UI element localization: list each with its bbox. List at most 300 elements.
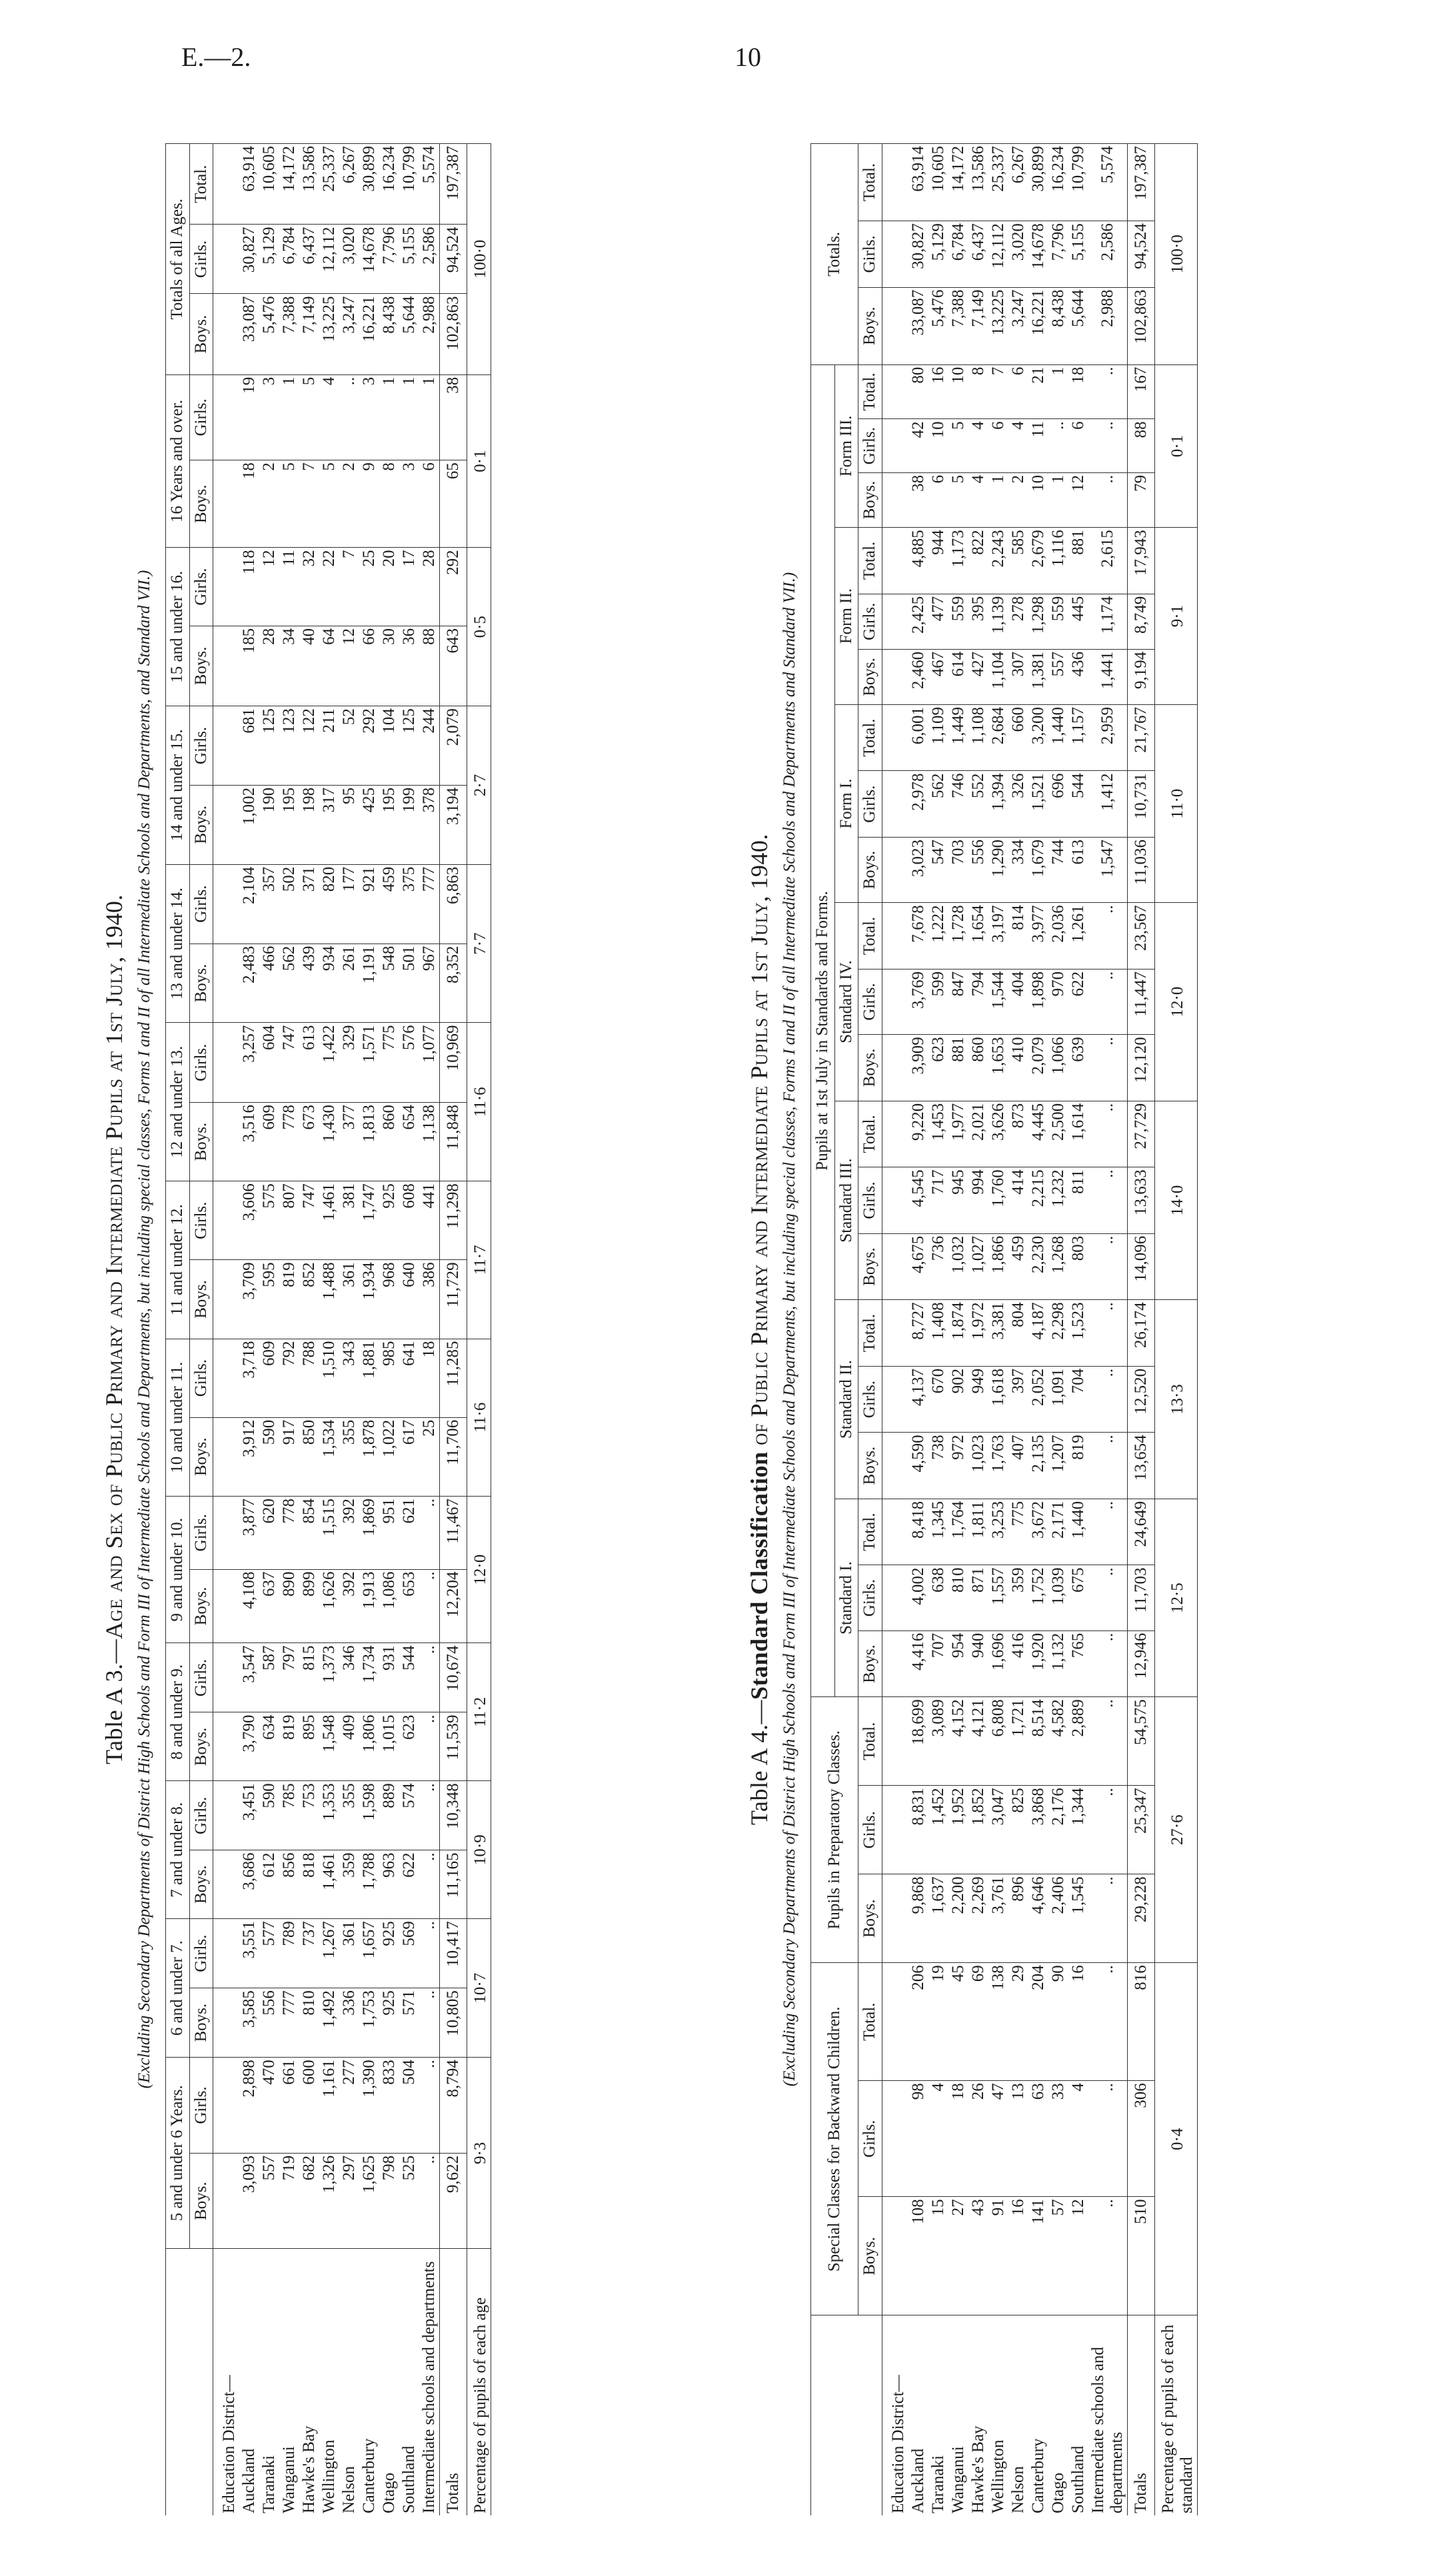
total-cell: 11,298 (440, 1181, 467, 1260)
table-cell: 2,135 (1028, 1433, 1048, 1499)
table-cell: 703 (948, 838, 968, 903)
total-cell: 13,633 (1128, 1167, 1155, 1234)
a3-header-row-sex (189, 144, 213, 2516)
table-cell: 10,799 (1068, 144, 1088, 221)
table-cell: 18 (239, 460, 259, 548)
a3-age-group-header: 10 and under 11. (165, 1339, 189, 1496)
table-cell: .. (1088, 1963, 1128, 2081)
table-cell: 64 (319, 626, 339, 706)
table-cell: 125 (399, 706, 419, 786)
a4-group-header: Form I. (834, 704, 858, 902)
table-cell: 3,047 (988, 1786, 1008, 1874)
a3-boys-header: Boys. (189, 1850, 213, 1919)
table-cell: 820 (319, 864, 339, 944)
table-cell: 3,626 (988, 1101, 1008, 1167)
a3-age-group-header: 7 and under 8. (165, 1781, 189, 1919)
table-cell: 1,521 (1028, 771, 1048, 838)
table-cell: 8,727 (908, 1300, 928, 1367)
table-cell: 1,091 (1048, 1366, 1068, 1433)
total-cell: 6,863 (440, 864, 467, 944)
table-cell: 1,811 (968, 1499, 988, 1565)
table-cell: .. (1088, 1565, 1128, 1630)
table-cell: 26 (968, 2081, 988, 2197)
table-cell: 654 (399, 1103, 419, 1181)
table-cell: 14,172 (279, 144, 299, 225)
a4-empty-cell (882, 1499, 909, 1565)
table-cell: 11 (1028, 419, 1048, 472)
table-cell: 8,438 (1048, 287, 1068, 364)
table-cell: 141 (1028, 2197, 1048, 2315)
table-cell: 5,644 (1068, 287, 1088, 364)
table-cell: 623 (928, 1035, 948, 1101)
a3-empty-cell (213, 1988, 240, 2058)
table-cell: 847 (948, 969, 968, 1034)
table-cell: 881 (1068, 528, 1088, 594)
table-cell: 951 (379, 1496, 399, 1569)
district-name: Otago (1048, 2315, 1068, 2515)
table-cell: 4 (928, 2081, 948, 2197)
table-cell: 1,614 (1068, 1101, 1088, 1167)
table-cell: 1 (379, 374, 399, 460)
table-cell: 609 (259, 1103, 279, 1181)
table-cell: .. (1088, 1874, 1128, 1963)
table-cell: 66 (359, 626, 379, 706)
table-cell: 1,268 (1048, 1233, 1068, 1300)
a4-empty-cell (882, 771, 909, 838)
table-cell: 355 (339, 1781, 359, 1850)
a3-empty-cell (213, 460, 240, 548)
table-cell: 359 (1008, 1565, 1028, 1630)
table-cell: 1,430 (319, 1103, 339, 1181)
table-cell: 2,052 (1028, 1366, 1048, 1433)
table-cell: 6 (928, 472, 948, 527)
percentage-cell: 10·9 (467, 1781, 491, 1919)
table-cell: 3,909 (908, 1035, 928, 1101)
table-cell: 7,678 (908, 903, 928, 969)
table-cell: 33 (1048, 2081, 1068, 2197)
table-cell: 1,534 (319, 1417, 339, 1496)
table-cell: 16 (1008, 2197, 1028, 2315)
table-cell: 1,066 (1048, 1035, 1068, 1101)
table-cell: 8,514 (1028, 1697, 1048, 1786)
table-cell: 2,171 (1048, 1499, 1068, 1565)
total-cell: 10,731 (1128, 771, 1155, 838)
table-cell: 1,788 (359, 1850, 379, 1919)
table-cell: 381 (339, 1181, 359, 1260)
table-cell: 16,234 (1048, 144, 1068, 221)
total-cell: 102,863 (1128, 287, 1155, 364)
table-cell: .. (1088, 1697, 1128, 1786)
district-name: Wanganui (279, 2249, 299, 2515)
percentage-cell: 13·3 (1155, 1300, 1198, 1499)
table-cell: 5 (948, 419, 968, 472)
a3-empty-cell (213, 785, 240, 864)
table-cell: 590 (259, 1417, 279, 1496)
table-cell: 1,679 (1028, 838, 1048, 903)
table-cell: 2,215 (1028, 1167, 1048, 1234)
table-cell: 43 (968, 2197, 988, 2315)
a4-boys-header: Boys. (858, 2197, 882, 2315)
total-cell: 25,347 (1128, 1786, 1155, 1874)
percentage-cell: 9·3 (467, 2058, 491, 2249)
table-cell: 459 (1008, 1233, 1028, 1300)
table-cell: 623 (399, 1712, 419, 1781)
table-cell: 1,015 (379, 1712, 399, 1781)
a4-girls-header: Girls. (858, 771, 882, 838)
table-cell: 8 (379, 460, 399, 548)
table-cell: 3,709 (239, 1260, 259, 1339)
table-cell: 502 (279, 864, 299, 944)
table-cell: 2,176 (1048, 1786, 1068, 1874)
table-cell: 47 (988, 2081, 1008, 2197)
table-cell: 3,761 (988, 1874, 1008, 1963)
a4-empty-cell (882, 1963, 909, 2081)
table-cell: 11 (279, 548, 299, 626)
a4-total-header: Total. (858, 528, 882, 594)
total-cell: 12,946 (1128, 1630, 1155, 1697)
table-cell: 609 (259, 1339, 279, 1417)
table-cell: 1 (1048, 364, 1068, 419)
total-cell: 11,703 (1128, 1565, 1155, 1630)
table-cell: 1,874 (948, 1300, 968, 1367)
table-a4-subtitle: (Excluding Secondary Departments of District High Schools and Form III of Intermediate Schools and Departments, but including special classes, Forms I and II of all Intermediate Schools and Departments and Standard VII.) (780, 572, 798, 2087)
a4-group-header: Standard I. (834, 1499, 858, 1696)
table-cell: 1,232 (1048, 1167, 1068, 1234)
total-cell: 197,387 (440, 144, 467, 225)
a3-empty-cell (213, 1417, 240, 1496)
table-cell: .. (1088, 1167, 1128, 1234)
table-cell: 670 (928, 1366, 948, 1433)
table-cell: 7 (339, 548, 359, 626)
table-cell: .. (1088, 1233, 1128, 1300)
table-cell: 5,155 (1068, 221, 1088, 288)
district-name: Hawke's Bay (968, 2315, 988, 2515)
table-cell: 118 (239, 548, 259, 626)
table-cell: .. (1088, 969, 1128, 1034)
table-cell: 9,220 (908, 1101, 928, 1167)
table-cell: 3,020 (1008, 221, 1028, 288)
table-cell: 968 (379, 1260, 399, 1339)
a3-age-group-header: 15 and under 16. (165, 548, 189, 706)
table-cell: 361 (339, 1919, 359, 1988)
table-cell: 18 (948, 2081, 968, 2197)
total-cell: 10,674 (440, 1643, 467, 1712)
table-cell: 3,247 (1008, 287, 1028, 364)
table-cell: 427 (968, 649, 988, 704)
table-cell: 577 (259, 1919, 279, 1988)
table-cell: 1,023 (968, 1433, 988, 1499)
total-cell: 10,969 (440, 1023, 467, 1103)
total-cell: 13,654 (1128, 1433, 1155, 1499)
table-cell: 1,174 (1088, 594, 1128, 649)
percentage-cell: 12·5 (1155, 1499, 1198, 1696)
table-cell: 1 (279, 374, 299, 460)
table-cell: 199 (399, 785, 419, 864)
a4-group-header: Special Classes for Backward Children. (810, 1963, 858, 2315)
table-cell: .. (1088, 1433, 1128, 1499)
table-cell: 825 (1008, 1786, 1028, 1874)
table-cell: 1,734 (359, 1643, 379, 1712)
total-cell: 102,863 (440, 294, 467, 374)
table-cell: 4 (968, 419, 988, 472)
table-cell: 416 (1008, 1630, 1028, 1697)
district-name: Intermediate schools and departments (419, 2249, 440, 2515)
total-cell: 3,194 (440, 785, 467, 864)
table-a3-title-main: Age and Sex of Public Primary and Intermediate Pupils at 1st July, 1940. (101, 894, 127, 1639)
a4-group-header: Form II. (834, 528, 858, 705)
a4-empty-cell (882, 1101, 909, 1167)
table-cell: 371 (299, 864, 319, 944)
table-cell: 80 (908, 364, 928, 419)
table-cell: 608 (399, 1181, 419, 1260)
table-cell: 637 (259, 1569, 279, 1643)
a4-percentage-label: Percentage of pupils of each standard (1155, 2315, 1198, 2515)
a4-empty-cell (882, 1433, 909, 1499)
table-cell: 211 (319, 706, 339, 786)
a4-totals-row (1128, 144, 1155, 2516)
table-cell: .. (1088, 903, 1128, 969)
table-cell: 1,344 (1068, 1786, 1088, 1874)
table-cell: 2,483 (239, 944, 259, 1023)
total-cell: 816 (1128, 1963, 1155, 2081)
table-cell: 467 (928, 649, 948, 704)
a4-section-row (882, 144, 909, 2516)
table-cell: 4 (1008, 419, 1028, 472)
table-cell: 4,152 (948, 1697, 968, 1786)
table-cell: 590 (259, 1781, 279, 1850)
table-cell: 5 (319, 460, 339, 548)
table-cell: 890 (279, 1569, 299, 1643)
table-cell: 1,408 (928, 1300, 948, 1367)
table-cell: 673 (299, 1103, 319, 1181)
a4-empty-cell (882, 594, 909, 649)
total-cell: 2,079 (440, 706, 467, 786)
page-code: E.—2. (181, 42, 251, 72)
table-cell: 1,412 (1088, 771, 1128, 838)
table-cell: 8,438 (379, 294, 399, 374)
table-cell: 1,510 (319, 1339, 339, 1417)
table-cell: 1,625 (359, 2153, 379, 2249)
table-cell: 967 (419, 944, 440, 1023)
total-cell: 26,174 (1128, 1300, 1155, 1367)
table-cell: 13,225 (988, 287, 1008, 364)
a4-boys-header: Boys. (858, 1233, 882, 1300)
table-cell: 1,696 (988, 1630, 1008, 1697)
a3-empty-cell (213, 706, 240, 786)
table-cell: 587 (259, 1643, 279, 1712)
a3-empty-cell (213, 944, 240, 1023)
a4-empty-cell (882, 1035, 909, 1101)
table-cell: 25,337 (988, 144, 1008, 221)
table-cell: 797 (279, 1643, 299, 1712)
a4-header-row-sex (858, 144, 882, 2516)
table-cell: 1,866 (988, 1233, 1008, 1300)
table-cell: 336 (339, 1988, 359, 2058)
table-cell: 7 (299, 460, 319, 548)
a4-girls-header: Girls. (858, 419, 882, 472)
table-cell: 1,721 (1008, 1697, 1028, 1786)
table-cell: 3,606 (239, 1181, 259, 1260)
table-cell: 600 (299, 2058, 319, 2154)
table-cell: 1,571 (359, 1023, 379, 1103)
table-cell: 5,476 (928, 287, 948, 364)
table-cell: 1,161 (319, 2058, 339, 2154)
a4-empty-cell (882, 221, 909, 288)
table-cell: 807 (279, 1181, 299, 1260)
table-cell: 346 (339, 1643, 359, 1712)
a3-girls-header: Girls. (189, 225, 213, 294)
table-cell: 10,605 (928, 144, 948, 221)
table-cell: 1,390 (359, 2058, 379, 2154)
table-cell: 7,149 (299, 294, 319, 374)
table-cell: 501 (399, 944, 419, 1023)
a3-empty-cell (213, 294, 240, 374)
a3-age-group-header: 13 and under 14. (165, 864, 189, 1023)
table-cell: 3,547 (239, 1643, 259, 1712)
table-cell: 753 (299, 1781, 319, 1850)
table-cell: 36 (399, 626, 419, 706)
table-cell: 1,173 (948, 528, 968, 594)
table-cell: 6,437 (299, 225, 319, 294)
a3-boys-header: Boys. (189, 1712, 213, 1781)
table-cell: 29 (1008, 1963, 1028, 2081)
table-cell: 57 (1048, 2197, 1068, 2315)
table-row (319, 144, 339, 2516)
table-row (1028, 144, 1048, 2516)
table-cell: 12,112 (319, 225, 339, 294)
table-cell: 917 (279, 1417, 299, 1496)
table-cell: 4,002 (908, 1565, 928, 1630)
a4-empty-cell (882, 969, 909, 1034)
table-cell: 6,808 (988, 1697, 1008, 1786)
table-cell: 1,022 (379, 1417, 399, 1496)
table-cell: 3,200 (1028, 704, 1048, 771)
table-cell: 14,678 (359, 225, 379, 294)
a3-boys-header: Boys. (189, 626, 213, 706)
table-cell: 2,079 (1028, 1035, 1048, 1101)
table-cell: 818 (299, 1850, 319, 1919)
table-cell: 28 (419, 548, 440, 626)
table-cell: 410 (1008, 1035, 1028, 1101)
table-cell: 13,586 (299, 144, 319, 225)
district-name: Nelson (339, 2249, 359, 2515)
a4-header-row-super (810, 144, 834, 2516)
a3-girls-header: Girls. (189, 374, 213, 460)
table-cell: 860 (968, 1035, 988, 1101)
total-cell: 38 (440, 374, 467, 460)
a3-girls-header: Girls. (189, 1339, 213, 1417)
table-cell: 604 (259, 1023, 279, 1103)
table-row (1068, 144, 1088, 2516)
table-cell: .. (1088, 1366, 1128, 1433)
total-cell: 306 (1128, 2081, 1155, 2197)
table-a3-subtitle: (Excluding Secondary Departments of District High Schools and Form III of Intermediate Schools and Departments, but including special classes, Forms I and II of all Intermediate Schools and Departments, and Standard VII.) (135, 570, 153, 2089)
table-cell: 386 (419, 1260, 440, 1339)
table-cell: 2,586 (419, 225, 440, 294)
table-cell: 7,149 (968, 287, 988, 364)
table-cell: 5,574 (419, 144, 440, 225)
table-cell: 292 (359, 706, 379, 786)
district-name: Auckland (908, 2315, 928, 2515)
table-cell: 1,461 (319, 1850, 339, 1919)
total-cell: 9,622 (440, 2153, 467, 2249)
table-cell: .. (1088, 1499, 1128, 1565)
table-cell: 3,769 (908, 969, 928, 1034)
table-cell: 4,416 (908, 1630, 928, 1697)
percentage-cell: 11·2 (467, 1643, 491, 1781)
percentage-cell: 12·0 (1155, 903, 1198, 1101)
table-cell: 5,129 (928, 221, 948, 288)
table-cell: 1,461 (319, 1181, 339, 1260)
table-cell: 122 (299, 706, 319, 786)
a3-boys-header: Boys. (189, 1569, 213, 1643)
table-cell: .. (1088, 419, 1128, 472)
table-cell: 2 (259, 460, 279, 548)
table-cell: 934 (319, 944, 339, 1023)
table-row (1048, 144, 1068, 2516)
table-cell: 206 (908, 1963, 928, 2081)
total-cell: 11,467 (440, 1496, 467, 1569)
a3-empty-cell (213, 548, 240, 626)
table-cell: 198 (299, 785, 319, 864)
table-cell: 8 (968, 364, 988, 419)
table-cell: 6,267 (339, 144, 359, 225)
total-cell: 11,706 (440, 1417, 467, 1496)
table-cell: 6,784 (279, 225, 299, 294)
table-cell: 244 (419, 706, 440, 786)
table-cell: 1,002 (239, 785, 259, 864)
table-cell: 556 (259, 1988, 279, 2058)
total-cell: 11,729 (440, 1260, 467, 1339)
a4-total-header: Total. (858, 1963, 882, 2081)
a3-empty-cell (213, 864, 240, 944)
table-cell: .. (339, 374, 359, 460)
table-cell: 20 (379, 548, 399, 626)
table-cell: 6 (1008, 364, 1028, 419)
table-cell: 696 (1048, 771, 1068, 838)
total-cell: 8,352 (440, 944, 467, 1023)
table-cell: 792 (279, 1339, 299, 1417)
table-cell: 1 (988, 472, 1008, 527)
a4-percentage-row (1155, 144, 1198, 2516)
table-cell: .. (419, 2058, 440, 2154)
table-cell: 4,675 (908, 1233, 928, 1300)
table-row (988, 144, 1008, 2516)
table-cell: 2,615 (1088, 528, 1128, 594)
table-cell: 852 (299, 1260, 319, 1339)
table-cell: 42 (908, 419, 928, 472)
percentage-cell: 0·4 (1155, 1963, 1198, 2315)
total-cell: 12,120 (1128, 1035, 1155, 1101)
a4-empty-cell (882, 704, 909, 771)
table-cell: 195 (279, 785, 299, 864)
percentage-cell: 14·0 (1155, 1101, 1198, 1300)
table-cell: 599 (928, 969, 948, 1034)
a3-empty-cell (213, 374, 240, 460)
total-cell: 11,036 (1128, 838, 1155, 903)
table-cell: 562 (928, 771, 948, 838)
table-cell: 2,500 (1048, 1101, 1068, 1167)
table-cell: 359 (339, 1850, 359, 1919)
table-cell: 552 (968, 771, 988, 838)
table-cell: 717 (928, 1167, 948, 1234)
table-cell: 613 (1068, 838, 1088, 903)
table-a3-title (100, 143, 128, 2515)
table-cell: 297 (339, 2153, 359, 2249)
table-cell: 707 (928, 1630, 948, 1697)
table-cell: 2 (1008, 472, 1028, 527)
table-cell: 1,852 (968, 1786, 988, 1874)
